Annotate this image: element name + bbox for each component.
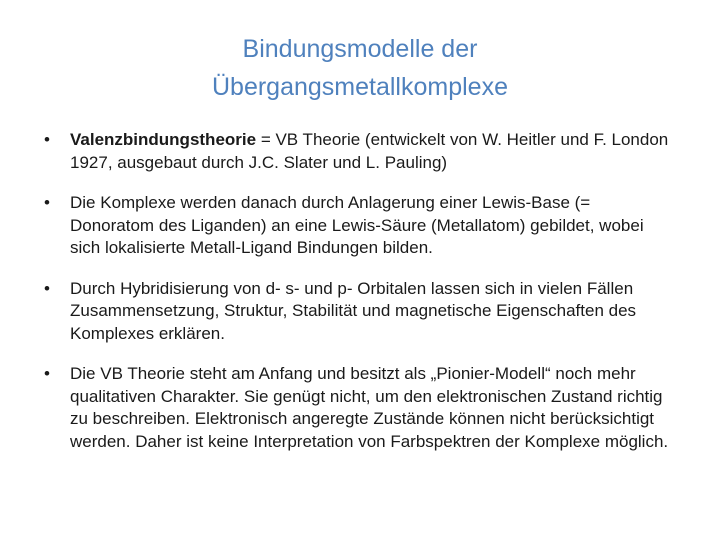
bullet-item-3 (44, 278, 674, 346)
bullet-dot: • (44, 278, 50, 298)
slide-title (60, 30, 660, 106)
bullet-item-4 (44, 363, 674, 453)
bullet-1-bold-term: Valenzbindungstheorie (70, 130, 257, 149)
bullet-dot: • (44, 193, 50, 212)
bullet-dot: • (44, 364, 50, 383)
bullet-item-1 (44, 129, 674, 174)
bullet-item-2 (44, 192, 674, 260)
bullet-4-text: Die VB Theorie steht am Anfang und besitzt als „Pionier-Modell“ noch mehr qualitativen Charakter. Sie genügt nicht, um den elektronischen Zustand richtig zu beschreiben. Elektronisch angeregte Zustände können nicht berücksichtigt werden. Daher ist keine Interpretation von Farbspektren der Komplexe möglich. (70, 364, 669, 451)
bullet-1-text: = VB Theorie (entwickelt von W. Heitler und F. London 1927, ausgebaut durch J.C. Slater und L. Pauling) (70, 130, 669, 172)
bullet-dot: • (44, 130, 50, 149)
bullet-3-text: Durch Hybridisierung von d- s- und p- Orbitalen lassen sich in vielen Fällen Zusammensetzung, Struktur, Stabilität und magnetische Eigenschaften des Komplexes erklären. (70, 278, 637, 343)
title-line-1: Bindungsmodelle der (242, 35, 478, 63)
title-line-2: Übergangsmetallkomplexe (212, 73, 508, 101)
bullet-2-text: Die Komplexe werden danach durch Anlagerung einer Lewis-Base (= Donoratom des Liganden) an eine Lewis-Säure (Metallatom) gebildet, wobei sich lokalisierte Metall-Ligand Bindungen bilden. (70, 193, 644, 257)
bullet-list (44, 129, 674, 471)
